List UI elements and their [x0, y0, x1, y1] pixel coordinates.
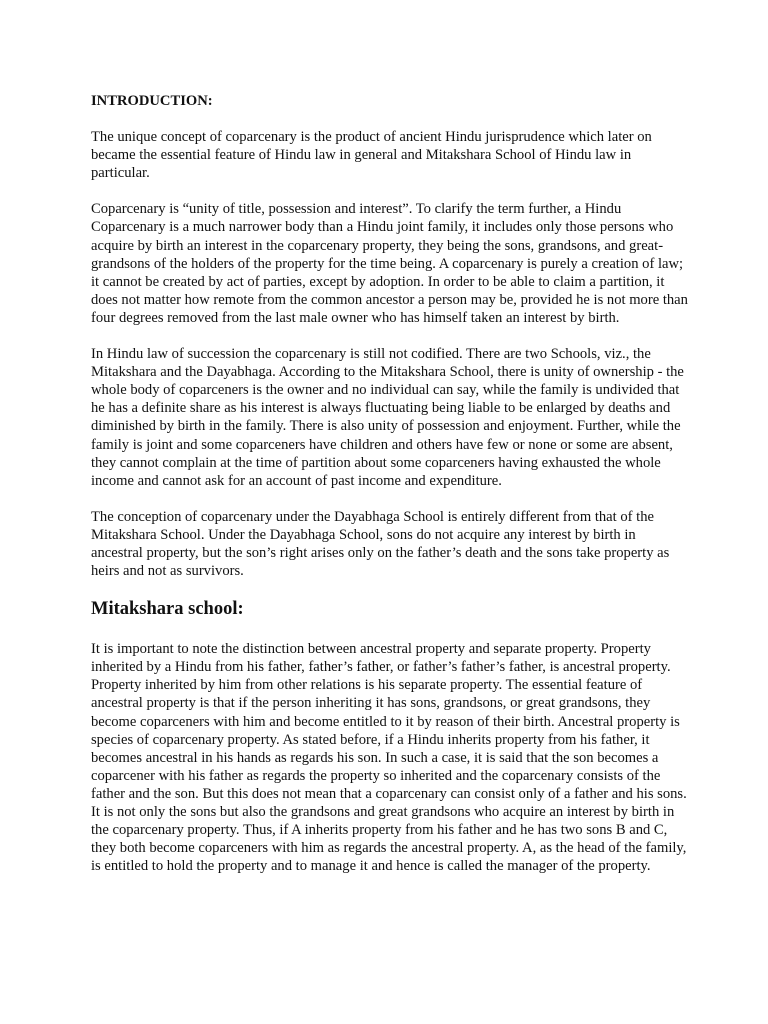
intro-paragraph-1: The unique concept of coparcenary is the product of ancient Hindu jurisprudence which later on became the essential feature of Hindu law in general and Mitakshara School of Hindu law in particular. — [91, 129, 652, 182]
mitakshara-heading: Mitakshara school: — [91, 599, 244, 620]
document-page — [91, 92, 691, 893]
section-paragraph-1: It is important to note the distinction between ancestral property and separate property. Property inherited by a Hindu from his father, father’s father, or father’s father’s father, is ancestral property. Property inherited by him from other relations is his separate property. The essential feature of ancestral property is that if the person inheriting it has sons, grandsons, or great grandsons, they become coparceners with him and become entitled to it by reason of their birth. Ancestral property is species of coparcenary property. As stated before, if a Hindu inherits property from his father, it becomes ancestral in his hands as regards his son. In such a case, it is said that the son becomes a coparcener with his father as regards the property so inherited and the coparcenary consists of the father and the son. But this does not mean that a coparcenary can consist only of a father and his sons. It is not only the sons but also the grandsons and great grandsons who acquire an interest by birth in the coparcenary property. Thus, if A inherits property from his father and he has two sons B and C, they both become coparceners with him as regards the ancestral property. A, as the head of the family, is entitled to hold the property and to manage it and hence is called the manager of the property. — [91, 641, 687, 875]
intro-paragraph-2: Coparcenary is “unity of title, possession and interest”. To clarify the term further, a Hindu Coparcenary is a much narrower body than a Hindu joint family, it includes only those persons who acquire by birth an interest in the coparcenary property, they being the sons, grandsons, and great-grandsons of the holders of the property for the time being. A coparcenary is purely a creation of law; it cannot be created by act of parties, except by adoption. In order to be able to claim a partition, it does not matter how remote from the common ancestor a person may be, provided he is not more than four degrees removed from the last male owner who has himself taken an interest by birth. — [91, 201, 688, 326]
intro-paragraph-3: In Hindu law of succession the coparcenary is still not codified. There are two Schools, viz., the Mitakshara and the Dayabhaga. According to the Mitakshara School, there is unity of ownership - the whole body of coparceners is the owner and no individual can say, while the family is undivided that he has a definite share as his interest is always fluctuating being liable to be enlarged by deaths and diminished by birth in the family. There is also unity of possession and enjoyment. Further, while the family is joint and some coparceners have children and others have few or none or some are absent, they cannot complain at the time of partition about some coparceners having exhausted the whole income and cannot ask for an account of past income and expenditure. — [91, 346, 684, 489]
intro-paragraph-4: The conception of coparcenary under the Dayabhaga School is entirely different from that of the Mitakshara School. Under the Dayabhaga School, sons do not acquire any interest by birth in ancestral property, but the son’s right arises only on the father’s death and the sons take property as heirs and not as survivors. — [91, 508, 670, 580]
introduction-heading: INTRODUCTION: — [91, 93, 213, 109]
